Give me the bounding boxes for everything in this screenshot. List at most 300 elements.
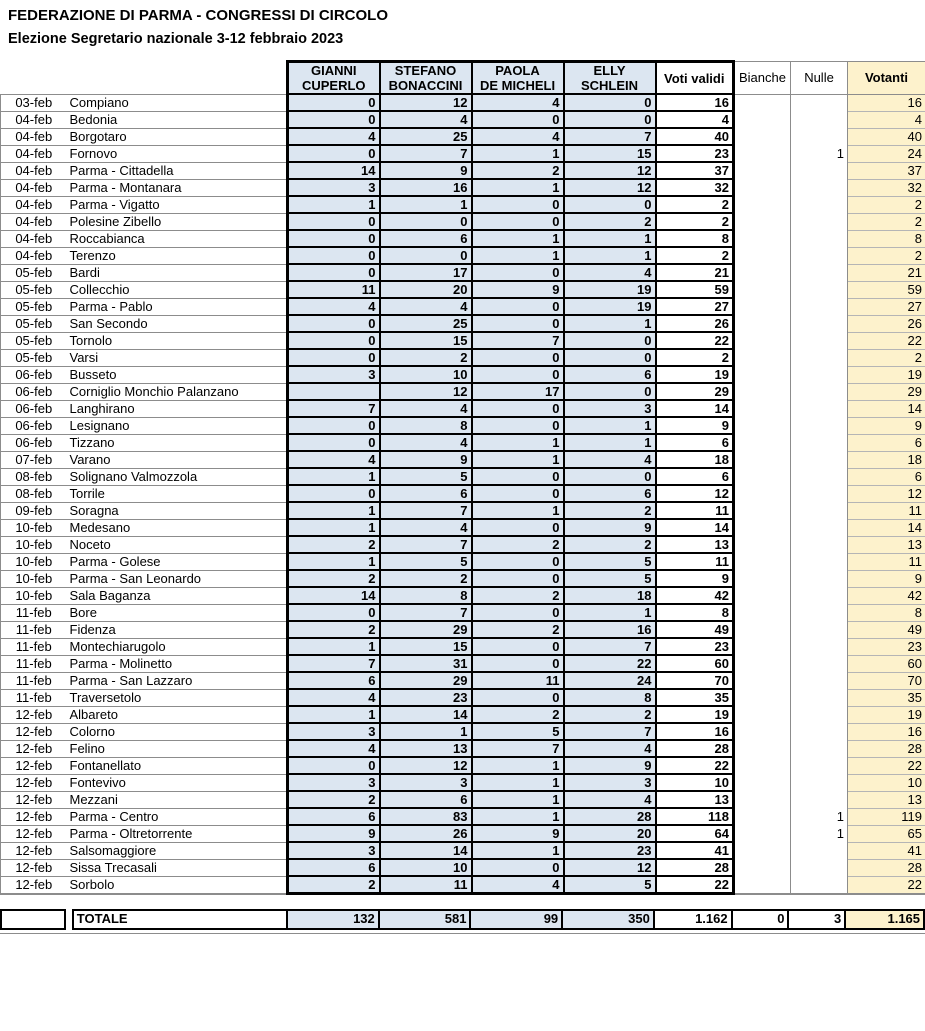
cell-bianche bbox=[734, 264, 791, 281]
cell-date: 11-feb bbox=[1, 621, 67, 638]
cell-cuperlo bbox=[288, 383, 380, 400]
cell-votanti: 32 bbox=[848, 179, 925, 196]
cell-voti_validi: 9 bbox=[656, 570, 734, 587]
cell-voti_validi: 28 bbox=[656, 740, 734, 757]
cell-circolo: Busseto bbox=[67, 366, 288, 383]
cell-de_micheli: 1 bbox=[472, 757, 564, 774]
cell-votanti: 24 bbox=[848, 145, 925, 162]
cell-nulle bbox=[791, 587, 848, 604]
cell-cuperlo: 7 bbox=[288, 400, 380, 417]
table-row bbox=[1, 468, 925, 485]
cell-nulle bbox=[791, 604, 848, 621]
cell-bianche bbox=[734, 145, 791, 162]
cell-schlein: 7 bbox=[564, 638, 656, 655]
cell-schlein: 4 bbox=[564, 451, 656, 468]
cell-de_micheli: 7 bbox=[472, 332, 564, 349]
table-row bbox=[1, 230, 925, 247]
cell-circolo: Parma - Golese bbox=[67, 553, 288, 570]
cell-cuperlo: 0 bbox=[288, 213, 380, 230]
cell-votanti: 16 bbox=[848, 723, 925, 740]
table-row bbox=[1, 94, 925, 111]
cell-voti_validi: 8 bbox=[656, 230, 734, 247]
cell-votanti: 8 bbox=[848, 604, 925, 621]
cell-circolo: Terenzo bbox=[67, 247, 288, 264]
cell-cuperlo: 0 bbox=[288, 315, 380, 332]
cell-de_micheli: 0 bbox=[472, 349, 564, 366]
cell-schlein: 9 bbox=[564, 757, 656, 774]
cell-de_micheli: 1 bbox=[472, 451, 564, 468]
cell-cuperlo: 14 bbox=[288, 587, 380, 604]
cell-voti_validi: 18 bbox=[656, 451, 734, 468]
cell-date: 08-feb bbox=[1, 468, 67, 485]
cell-circolo: San Secondo bbox=[67, 315, 288, 332]
cell-date: 12-feb bbox=[1, 842, 67, 859]
cell-votanti: 2 bbox=[848, 196, 925, 213]
cell-circolo: Compiano bbox=[67, 94, 288, 111]
cell-schlein: 0 bbox=[564, 468, 656, 485]
cell-date: 12-feb bbox=[1, 791, 67, 808]
cell-circolo: Sala Baganza bbox=[67, 587, 288, 604]
cell-voti_validi: 2 bbox=[656, 213, 734, 230]
cell-nulle bbox=[791, 400, 848, 417]
cell-voti_validi: 14 bbox=[656, 400, 734, 417]
cell-circolo: Fornovo bbox=[67, 145, 288, 162]
cell-cuperlo: 0 bbox=[288, 757, 380, 774]
cell-nulle bbox=[791, 519, 848, 536]
totals-blank-cell bbox=[0, 909, 66, 930]
cell-votanti: 35 bbox=[848, 689, 925, 706]
table-row bbox=[1, 349, 925, 366]
cell-circolo: Corniglio Monchio Palanzano bbox=[67, 383, 288, 400]
cell-date: 12-feb bbox=[1, 723, 67, 740]
cell-nulle bbox=[791, 230, 848, 247]
totals-voti-validi: 1.162 bbox=[653, 909, 733, 930]
cell-de_micheli: 0 bbox=[472, 689, 564, 706]
cell-voti_validi: 2 bbox=[656, 196, 734, 213]
cell-date: 06-feb bbox=[1, 366, 67, 383]
cell-nulle: 1 bbox=[791, 145, 848, 162]
cell-date: 04-feb bbox=[1, 111, 67, 128]
cell-nulle bbox=[791, 774, 848, 791]
cell-nulle bbox=[791, 94, 848, 111]
cell-schlein: 4 bbox=[564, 740, 656, 757]
cell-cuperlo: 2 bbox=[288, 621, 380, 638]
cell-schlein: 0 bbox=[564, 196, 656, 213]
cell-de_micheli: 0 bbox=[472, 655, 564, 672]
cell-votanti: 12 bbox=[848, 485, 925, 502]
cell-schlein: 4 bbox=[564, 791, 656, 808]
cell-date: 06-feb bbox=[1, 434, 67, 451]
cell-circolo: Parma - Oltretorrente bbox=[67, 825, 288, 842]
cell-circolo: Fidenza bbox=[67, 621, 288, 638]
cell-schlein: 9 bbox=[564, 519, 656, 536]
cell-cuperlo: 1 bbox=[288, 638, 380, 655]
cell-cuperlo: 1 bbox=[288, 706, 380, 723]
table-row bbox=[1, 366, 925, 383]
cell-date: 12-feb bbox=[1, 825, 67, 842]
cell-bonaccini: 7 bbox=[380, 536, 472, 553]
header-candidate-schlein: ELLY SCHLEIN bbox=[564, 62, 656, 95]
cell-voti_validi: 19 bbox=[656, 706, 734, 723]
cell-cuperlo: 0 bbox=[288, 230, 380, 247]
cell-votanti: 9 bbox=[848, 570, 925, 587]
cell-circolo: Polesine Zibello bbox=[67, 213, 288, 230]
table-row bbox=[1, 111, 925, 128]
cell-nulle bbox=[791, 842, 848, 859]
cell-cuperlo: 6 bbox=[288, 808, 380, 825]
cell-circolo: Varsi bbox=[67, 349, 288, 366]
cell-nulle bbox=[791, 349, 848, 366]
cell-schlein: 7 bbox=[564, 723, 656, 740]
cell-voti_validi: 118 bbox=[656, 808, 734, 825]
cell-de_micheli: 2 bbox=[472, 621, 564, 638]
cell-circolo: Bore bbox=[67, 604, 288, 621]
table-row bbox=[1, 502, 925, 519]
cell-cuperlo: 3 bbox=[288, 723, 380, 740]
table-row bbox=[1, 298, 925, 315]
cell-nulle bbox=[791, 298, 848, 315]
cell-voti_validi: 12 bbox=[656, 485, 734, 502]
cell-de_micheli: 0 bbox=[472, 553, 564, 570]
cell-nulle bbox=[791, 451, 848, 468]
cell-bonaccini: 13 bbox=[380, 740, 472, 757]
cell-cuperlo: 11 bbox=[288, 281, 380, 298]
cell-circolo: Torrile bbox=[67, 485, 288, 502]
cell-schlein: 16 bbox=[564, 621, 656, 638]
cell-voti_validi: 14 bbox=[656, 519, 734, 536]
header-candidate-bonaccini: STEFANO BONACCINI bbox=[380, 62, 472, 95]
cell-cuperlo: 3 bbox=[288, 842, 380, 859]
cell-circolo: Lesignano bbox=[67, 417, 288, 434]
table-row bbox=[1, 485, 925, 502]
cell-cuperlo: 3 bbox=[288, 179, 380, 196]
cell-schlein: 5 bbox=[564, 876, 656, 894]
cell-voti_validi: 29 bbox=[656, 383, 734, 400]
cell-bianche bbox=[734, 349, 791, 366]
cell-date: 09-feb bbox=[1, 502, 67, 519]
cell-date: 07-feb bbox=[1, 451, 67, 468]
cell-votanti: 8 bbox=[848, 230, 925, 247]
table-row bbox=[1, 638, 925, 655]
cell-de_micheli: 2 bbox=[472, 162, 564, 179]
cell-bonaccini: 9 bbox=[380, 451, 472, 468]
cell-votanti: 19 bbox=[848, 706, 925, 723]
cell-de_micheli: 4 bbox=[472, 128, 564, 145]
cell-bonaccini: 12 bbox=[380, 757, 472, 774]
cell-voti_validi: 23 bbox=[656, 638, 734, 655]
cell-bianche bbox=[734, 315, 791, 332]
cell-votanti: 42 bbox=[848, 587, 925, 604]
cell-nulle bbox=[791, 757, 848, 774]
totals-votanti: 1.165 bbox=[844, 909, 925, 930]
cell-cuperlo: 4 bbox=[288, 689, 380, 706]
cell-circolo: Salsomaggiore bbox=[67, 842, 288, 859]
cell-circolo: Medesano bbox=[67, 519, 288, 536]
cell-bianche bbox=[734, 400, 791, 417]
cell-cuperlo: 9 bbox=[288, 825, 380, 842]
cell-de_micheli: 0 bbox=[472, 485, 564, 502]
cell-de_micheli: 4 bbox=[472, 876, 564, 894]
cell-bianche bbox=[734, 332, 791, 349]
cell-voti_validi: 27 bbox=[656, 298, 734, 315]
cell-nulle bbox=[791, 485, 848, 502]
cell-bonaccini: 6 bbox=[380, 791, 472, 808]
totals-label: TOTALE bbox=[72, 909, 288, 930]
cell-circolo: Traversetolo bbox=[67, 689, 288, 706]
totals-bonaccini: 581 bbox=[378, 909, 472, 930]
cell-schlein: 1 bbox=[564, 604, 656, 621]
cell-bianche bbox=[734, 876, 791, 894]
table-row bbox=[1, 808, 925, 825]
cell-nulle bbox=[791, 247, 848, 264]
cell-date: 10-feb bbox=[1, 570, 67, 587]
table-row bbox=[1, 655, 925, 672]
cell-de_micheli: 0 bbox=[472, 111, 564, 128]
cell-nulle bbox=[791, 536, 848, 553]
cell-bonaccini: 14 bbox=[380, 706, 472, 723]
cell-circolo: Parma - Molinetto bbox=[67, 655, 288, 672]
table-body bbox=[1, 94, 925, 894]
cell-schlein: 1 bbox=[564, 417, 656, 434]
cell-date: 04-feb bbox=[1, 213, 67, 230]
cell-bonaccini: 3 bbox=[380, 774, 472, 791]
cell-voti_validi: 9 bbox=[656, 417, 734, 434]
cell-schlein: 0 bbox=[564, 349, 656, 366]
cell-bianche bbox=[734, 247, 791, 264]
cell-bianche bbox=[734, 740, 791, 757]
cell-schlein: 1 bbox=[564, 434, 656, 451]
cell-circolo: Parma - Centro bbox=[67, 808, 288, 825]
cell-nulle bbox=[791, 281, 848, 298]
cell-schlein: 2 bbox=[564, 536, 656, 553]
header-bianche: Bianche bbox=[734, 62, 791, 95]
cell-nulle bbox=[791, 468, 848, 485]
cell-bianche bbox=[734, 179, 791, 196]
cell-bonaccini: 7 bbox=[380, 604, 472, 621]
cell-cuperlo: 1 bbox=[288, 553, 380, 570]
table-row bbox=[1, 621, 925, 638]
cell-date: 11-feb bbox=[1, 638, 67, 655]
cell-schlein: 1 bbox=[564, 247, 656, 264]
cell-voti_validi: 26 bbox=[656, 315, 734, 332]
cell-nulle bbox=[791, 621, 848, 638]
totals-cuperlo: 132 bbox=[286, 909, 380, 930]
cell-nulle bbox=[791, 791, 848, 808]
cell-bianche bbox=[734, 791, 791, 808]
cell-cuperlo: 6 bbox=[288, 672, 380, 689]
cell-de_micheli: 1 bbox=[472, 502, 564, 519]
cell-voti_validi: 22 bbox=[656, 876, 734, 894]
cell-voti_validi: 41 bbox=[656, 842, 734, 859]
cell-date: 05-feb bbox=[1, 298, 67, 315]
cell-nulle bbox=[791, 417, 848, 434]
cell-votanti: 37 bbox=[848, 162, 925, 179]
cell-schlein: 0 bbox=[564, 94, 656, 111]
cell-date: 10-feb bbox=[1, 536, 67, 553]
cell-nulle bbox=[791, 383, 848, 400]
cell-bonaccini: 6 bbox=[380, 230, 472, 247]
cell-voti_validi: 16 bbox=[656, 723, 734, 740]
table-row bbox=[1, 417, 925, 434]
cell-circolo: Colorno bbox=[67, 723, 288, 740]
table-row bbox=[1, 604, 925, 621]
table-row bbox=[1, 519, 925, 536]
cell-bianche bbox=[734, 434, 791, 451]
cell-schlein: 28 bbox=[564, 808, 656, 825]
cell-voti_validi: 32 bbox=[656, 179, 734, 196]
cell-votanti: 14 bbox=[848, 400, 925, 417]
cell-bianche bbox=[734, 281, 791, 298]
cell-bonaccini: 6 bbox=[380, 485, 472, 502]
cell-bonaccini: 4 bbox=[380, 434, 472, 451]
table-row bbox=[1, 247, 925, 264]
cell-bianche bbox=[734, 570, 791, 587]
cell-schlein: 19 bbox=[564, 298, 656, 315]
cell-voti_validi: 35 bbox=[656, 689, 734, 706]
cell-nulle bbox=[791, 264, 848, 281]
cell-votanti: 13 bbox=[848, 536, 925, 553]
cell-date: 12-feb bbox=[1, 740, 67, 757]
cell-votanti: 22 bbox=[848, 757, 925, 774]
cell-nulle bbox=[791, 162, 848, 179]
cell-nulle bbox=[791, 179, 848, 196]
cell-circolo: Parma - Vigatto bbox=[67, 196, 288, 213]
cell-votanti: 59 bbox=[848, 281, 925, 298]
cell-voti_validi: 64 bbox=[656, 825, 734, 842]
table-row bbox=[1, 281, 925, 298]
cell-date: 04-feb bbox=[1, 196, 67, 213]
cell-de_micheli: 0 bbox=[472, 366, 564, 383]
cell-nulle bbox=[791, 434, 848, 451]
cell-nulle bbox=[791, 859, 848, 876]
cell-schlein: 2 bbox=[564, 213, 656, 230]
cell-bianche bbox=[734, 502, 791, 519]
cell-cuperlo: 6 bbox=[288, 859, 380, 876]
cell-voti_validi: 28 bbox=[656, 859, 734, 876]
cell-votanti: 9 bbox=[848, 417, 925, 434]
cell-date: 10-feb bbox=[1, 553, 67, 570]
cell-voti_validi: 10 bbox=[656, 774, 734, 791]
cell-nulle bbox=[791, 502, 848, 519]
cell-schlein: 0 bbox=[564, 111, 656, 128]
cell-voti_validi: 16 bbox=[656, 94, 734, 111]
cell-de_micheli: 0 bbox=[472, 859, 564, 876]
table-row bbox=[1, 791, 925, 808]
cell-voti_validi: 11 bbox=[656, 502, 734, 519]
table-row bbox=[1, 570, 925, 587]
cell-date: 10-feb bbox=[1, 587, 67, 604]
cell-votanti: 11 bbox=[848, 553, 925, 570]
cell-votanti: 41 bbox=[848, 842, 925, 859]
cell-votanti: 2 bbox=[848, 247, 925, 264]
cell-votanti: 6 bbox=[848, 434, 925, 451]
cell-schlein: 8 bbox=[564, 689, 656, 706]
cell-bianche bbox=[734, 655, 791, 672]
cell-de_micheli: 4 bbox=[472, 94, 564, 111]
cell-circolo: Borgotaro bbox=[67, 128, 288, 145]
cell-schlein: 4 bbox=[564, 264, 656, 281]
cell-date: 05-feb bbox=[1, 349, 67, 366]
cell-schlein: 0 bbox=[564, 383, 656, 400]
table-row bbox=[1, 315, 925, 332]
cell-bonaccini: 5 bbox=[380, 468, 472, 485]
cell-schlein: 12 bbox=[564, 162, 656, 179]
cell-bonaccini: 29 bbox=[380, 621, 472, 638]
cell-nulle bbox=[791, 672, 848, 689]
cell-date: 06-feb bbox=[1, 417, 67, 434]
cell-date: 11-feb bbox=[1, 672, 67, 689]
totals-de-micheli: 99 bbox=[469, 909, 563, 930]
cell-cuperlo: 1 bbox=[288, 196, 380, 213]
cell-bianche bbox=[734, 842, 791, 859]
cell-circolo: Collecchio bbox=[67, 281, 288, 298]
cell-de_micheli: 0 bbox=[472, 468, 564, 485]
cell-bianche bbox=[734, 825, 791, 842]
cell-bonaccini: 29 bbox=[380, 672, 472, 689]
cell-votanti: 27 bbox=[848, 298, 925, 315]
cell-de_micheli: 7 bbox=[472, 740, 564, 757]
cell-de_micheli: 0 bbox=[472, 604, 564, 621]
cell-votanti: 28 bbox=[848, 740, 925, 757]
cell-votanti: 70 bbox=[848, 672, 925, 689]
cell-circolo: Roccabianca bbox=[67, 230, 288, 247]
cell-cuperlo: 2 bbox=[288, 876, 380, 894]
cell-bianche bbox=[734, 230, 791, 247]
cell-de_micheli: 0 bbox=[472, 417, 564, 434]
cell-de_micheli: 1 bbox=[472, 842, 564, 859]
cell-cuperlo: 0 bbox=[288, 417, 380, 434]
cell-voti_validi: 49 bbox=[656, 621, 734, 638]
cell-votanti: 60 bbox=[848, 655, 925, 672]
cell-votanti: 29 bbox=[848, 383, 925, 400]
cell-votanti: 26 bbox=[848, 315, 925, 332]
cell-cuperlo: 0 bbox=[288, 145, 380, 162]
cell-bianche bbox=[734, 451, 791, 468]
cell-bianche bbox=[734, 774, 791, 791]
cell-votanti: 4 bbox=[848, 111, 925, 128]
table-row bbox=[1, 740, 925, 757]
cell-cuperlo: 0 bbox=[288, 349, 380, 366]
cell-schlein: 3 bbox=[564, 400, 656, 417]
cell-date: 04-feb bbox=[1, 128, 67, 145]
cell-bonaccini: 83 bbox=[380, 808, 472, 825]
cell-circolo: Felino bbox=[67, 740, 288, 757]
cell-cuperlo: 1 bbox=[288, 519, 380, 536]
cell-circolo: Parma - Pablo bbox=[67, 298, 288, 315]
cell-bianche bbox=[734, 621, 791, 638]
cell-circolo: Bardi bbox=[67, 264, 288, 281]
cell-circolo: Soragna bbox=[67, 502, 288, 519]
cell-date: 12-feb bbox=[1, 859, 67, 876]
cell-schlein: 23 bbox=[564, 842, 656, 859]
cell-bonaccini: 4 bbox=[380, 111, 472, 128]
cell-de_micheli: 0 bbox=[472, 213, 564, 230]
cell-voti_validi: 13 bbox=[656, 791, 734, 808]
cell-schlein: 15 bbox=[564, 145, 656, 162]
cell-voti_validi: 2 bbox=[656, 349, 734, 366]
cell-date: 06-feb bbox=[1, 383, 67, 400]
cell-date: 12-feb bbox=[1, 876, 67, 894]
table-row bbox=[1, 587, 925, 604]
cell-bonaccini: 10 bbox=[380, 859, 472, 876]
cell-voti_validi: 42 bbox=[656, 587, 734, 604]
table-row bbox=[1, 672, 925, 689]
cell-nulle: 1 bbox=[791, 808, 848, 825]
table-row bbox=[1, 876, 925, 894]
cell-votanti: 22 bbox=[848, 332, 925, 349]
cell-de_micheli: 1 bbox=[472, 179, 564, 196]
cell-circolo: Solignano Valmozzola bbox=[67, 468, 288, 485]
